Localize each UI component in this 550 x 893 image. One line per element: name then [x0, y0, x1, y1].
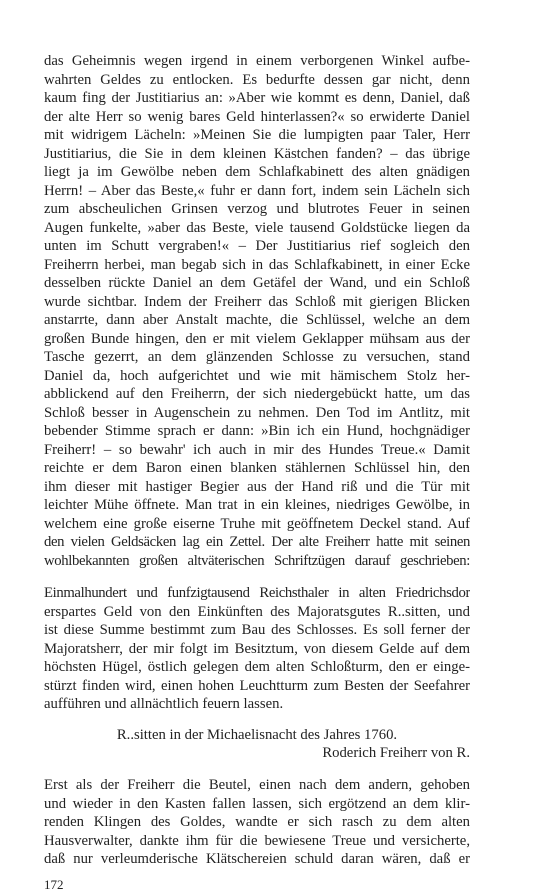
text-line: Hausverwalter, dankte ihm für die bewiesene Treue und versicherte,	[44, 832, 470, 849]
text-line: leichter Mühe öffnete. Man trat in ein kleines, niedriges Gewölbe, in	[44, 497, 470, 513]
text-line: Schloß besser in Augenschein zu nehmen. Den Tod im Antlitz, mit	[44, 404, 470, 421]
text-line: wurde sichtbar. Indem der Freiherr das Schloß mit gierigen Blicken	[44, 293, 470, 310]
text-line: welchem eine große eiserne Truhe mit geöffnetem Deckel stand. Auf	[44, 515, 470, 532]
text-line: Erst als der Freiherr die Beutel, einen nach dem andern, gehoben	[44, 777, 470, 793]
text-line: aufführen und allnächtlich feuern lassen.	[44, 696, 284, 712]
text-line: anstarrte, dann aber Anstalt machte, die Schlüssel, welche an dem	[44, 312, 470, 328]
text-line: Freiherr! – so bewahr' ich auch in mir des Hundes Treue.« Damit	[44, 441, 470, 458]
text-line: bebender Stimme sprach er dann: »Bin ich ein Hund, hochgnädiger	[44, 423, 470, 439]
text-line: zum abscheulichen Grinsen verzog und blutrotes Feuer in seinen	[44, 201, 470, 217]
page-number: 172	[44, 876, 64, 892]
text-line: Tasche gezerrt, an dem glänzenden Schlosse zu versuchen, stand	[44, 349, 470, 365]
text-line: Einmalhundert und funfzigtausend Reichsthaler in alten Friedrichsdor	[44, 585, 470, 601]
text-line: stürzt finden wird, einen hohen Leuchtturm zum Besten der Seefahrer	[44, 677, 470, 694]
text-line: Justitiarius, die Sie in dem kleinen Kästchen fanden? – das übrige	[44, 145, 470, 162]
text-line: das Geheimnis wegen irgend in einem verborgenen Winkel aufbe-	[44, 53, 470, 69]
dateline: R..sitten in der Michaelisnacht des Jahres 1760.	[116, 726, 398, 743]
signature: Roderich Freiherr von R.	[322, 745, 470, 761]
text-line: erspartes Geld von den Einkünften des Majoratsgutes R..sitten, und	[44, 603, 470, 620]
text-line: der alte Herr so wenig bares Geld hinterlassen?« so erwiderte Daniel	[44, 108, 470, 125]
text-line: großen Bunde hingen, den er mit vielem Geklapper mühsam aus der	[44, 330, 470, 347]
text-line: ist diese Summe bestimmt zum Bau des Schlosses. Es soll ferner der	[44, 622, 470, 638]
text-line: daß nur verleumderische Klätschereien schuld daran wären, daß er	[44, 851, 470, 867]
text-line: Augen funkelte, »aber das Beste, viele tausend Goldstücke liegen da	[44, 219, 470, 236]
text-line: reichte er dem Baron einen blanken stählernen Schlüssel hin, den	[44, 460, 470, 476]
text-line: kaum fing der Justitiarius an: »Aber wie kommt es denn, Daniel, daß	[44, 90, 470, 106]
text-line: Daniel da, hoch aufgerichtet und wie mit hämischem Stolz her-	[44, 367, 470, 384]
text-line: wohlbekannten großen altväterischen Schriftzügen darauf geschrieben:	[44, 552, 470, 569]
text-line: und wieder in den Kasten fallen lassen, sich ergötzend an dem klir-	[44, 795, 470, 812]
text-line: den vielen Geldsäcken lag ein Zettel. Der alte Freiherr hatte mit seinen	[44, 534, 470, 550]
text-line: desselben rückte Daniel an dem Getäfel der Wand, und ein Schloß	[44, 275, 470, 291]
text-line: ihm dieser mit hastiger Begier aus der Hand riß und die Tür mit	[44, 478, 470, 495]
text-line: wahrten Geldes zu entlocken. Es bedurfte dessen gar nicht, denn	[44, 71, 470, 88]
text-line: Herrn! – Aber das Beste,« fuhr er dann fort, indem sein Lächeln sich	[44, 182, 470, 199]
text-line: mit widrigem Lächeln: »Meinen Sie die lumpigten paar Taler, Herr	[44, 127, 470, 143]
text-line: höchsten Hügel, östlich gelegen dem alten Schloßturm, den er einge-	[44, 659, 470, 675]
text-line: abblickend auf den Freiherrn, der sich niedergebückt hatte, um das	[44, 386, 470, 402]
text-line: unten im Schutt vergraben!« – Der Justitiarius rief sogleich den	[44, 238, 470, 254]
text-line: renden Klingen des Goldes, wandte er sich rasch zu dem alten	[44, 814, 470, 830]
text-line: liegt ja im Gewölbe neben dem Schlafkabinett des alten gnädigen	[44, 164, 470, 180]
text-line: Majoratsherr, der mir folgt im Besitztum, von diesem Gelde auf dem	[44, 640, 470, 657]
text-line: Freiherrn herbei, man begab sich in das Schlafkabinett, in einer Ecke	[44, 256, 470, 273]
